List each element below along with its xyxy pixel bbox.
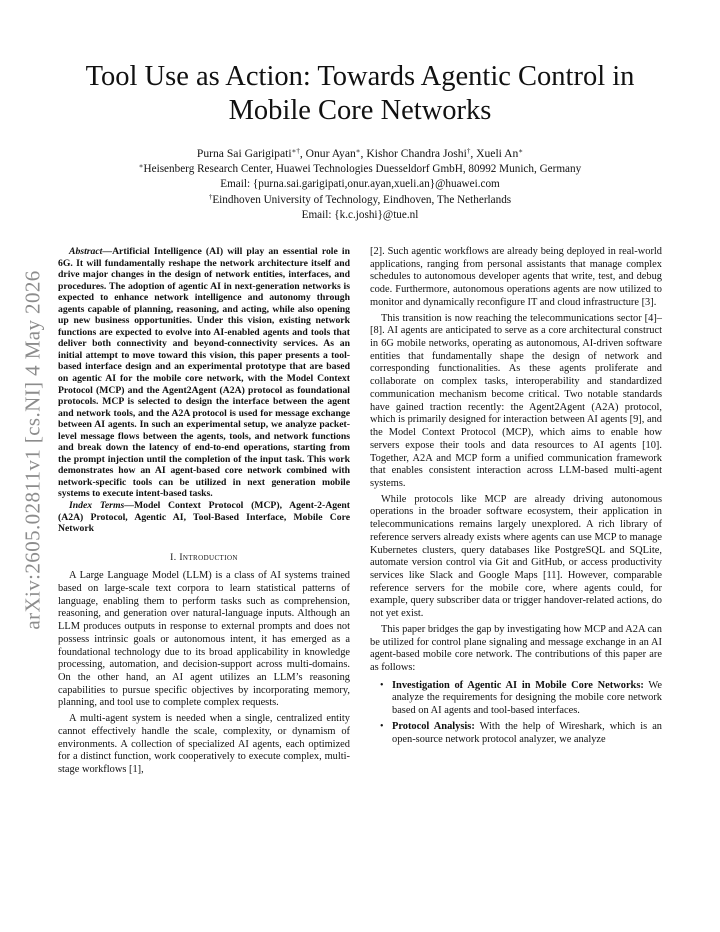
email-2: Email: {k.c.joshi}@tue.nl (301, 209, 419, 221)
affiliation-1: ∗Heisenberg Research Center, Huawei Technologies Duesseldorf GmbH, 80992 Munich, Germany (138, 161, 582, 175)
author-mark: ∗ (518, 147, 524, 155)
abstract (58, 246, 350, 500)
arxiv-stamp (22, 230, 44, 670)
right-column (370, 246, 662, 749)
arxiv-stamp-text: arXiv:2605.02811v1 [cs.NI] 4 May 2026 (20, 270, 45, 630)
index-terms-label: Index Terms (69, 500, 125, 512)
contribution-label: Protocol Analysis: (392, 720, 475, 732)
author-mark: ∗ (355, 147, 361, 155)
affiliation-2: †Eindhoven University of Technology, Eindhoven, The Netherlands (208, 192, 512, 206)
author-mark: † (466, 147, 471, 155)
abstract-text: —Artificial Intelligence (AI) will play an essential role in 6G. It will fundamentally reshape the network architecture itself and drive major changes in the design of network entities, interfaces, and procedures. The adoption of agentic AI in next-generation networks is expected to enhance network intelligence and autonomy through agents capable of planning, reasoning, and acting, while also opening up new business opportunities. Under this vision, existing network functions are expected to evolve into AI-enabled agents and tools that deliver both connectivity and beyond-connectivity services. As an initial attempt to move toward this vision, this paper presents a tool-based interface design and an experimental prototype that are based on agentic AI for the mobile core network, with the Model Context Protocol (MCP) and the Agent2Agent (A2A) protocol as foundational protocols. MCP is selected to design the interface between the agent and network tools, and the A2A protocol is used for message exchange between AI agents. In such an experimental setup, we analyze packet-level message flows between the agents, tools, and network functions and break down the latency of end-to-end operations, starting from the prompt injection until the completion of the input task. This work demonstrates how an AI agent-based core network combined with network-specific tools can be utilized in next generation mobile systems to execute intent-based tasks. (58, 246, 350, 500)
author-names: Purna Sai Garigipati∗†, Onur Ayan∗, Kishor Chandra Joshi†, Xueli An∗ (196, 147, 524, 160)
paper-title: Tool Use as Action: Towards Agentic Control in Mobile Core Networks (85, 61, 635, 126)
author-mark: ∗† (291, 147, 300, 155)
author-name: Xueli An (476, 147, 519, 160)
index-terms (58, 500, 350, 535)
author-name: Kishor Chandra Joshi (366, 147, 467, 160)
contributions-list (370, 680, 662, 747)
contribution-item (370, 680, 662, 718)
author-name: Purna Sai Garigipati (196, 147, 292, 160)
email-1: Email: {purna.sai.garigipati,onur.ayan,xueli.an}@huawei.com (220, 178, 500, 190)
paragraph: While protocols like MCP are already driving autonomous operations in the broader software ecosystem, their application in telecommunications remains largely unexplored. A rich library of reference servers already exists where agents can use MCP to manage Kubernetes clusters, query databases like PostgreSQL and SQLite, automate version control via Git and GitHub, or access productivity services like Slack and Google Maps [11]. However, comparable reference servers for the mobile core, where agents could, for example, query subscriber data or trigger handover-related actions, do not yet exist. (370, 493, 662, 620)
paragraph: [2]. Such agentic workflows are already being deployed in real-world applications, ranging from personal assistants that manage complex schedules to autonomous developer agents that write, test, and debug code. Furthermore, autonomous operations agents are now utilized to monitor and dynamically reconfigure IT and cloud infrastructure [3]. (370, 246, 662, 308)
left-column (58, 246, 350, 777)
contribution-item (370, 721, 662, 746)
paragraph: A multi-agent system is needed when a single, centralized entity cannot effectively handle the scale, complexity, or dynamism of environments. A collection of specialized AI agents, each optimized for a distinct function, work cooperatively to execute complex, multi-stage workflows [1], (58, 713, 350, 775)
section-heading: I. Introduction (170, 551, 238, 563)
paragraph: This paper bridges the gap by investigating how MCP and A2A can be utilized for control plane signaling and message exchange in an AI agent-based mobile core network. The contributions of this paper are as follows: (370, 623, 662, 673)
index-terms-text: —Model Context Protocol (MCP), Agent-2-Agent (A2A) Protocol, Agentic AI, Tool-Based Interface, Mobile Core Network (58, 500, 350, 535)
paragraph: A Large Language Model (LLM) is a class of AI systems trained based on large-scale text corpora to learn statistical patterns of language, enabling them to perform tasks such as comprehension, reasoning, and generation over natural-language inputs. Although an LLM produces outputs in response to external prompts and does not possess intrinsic goals or autonomous intent, it has emerged as a foundational technology due to its broad applicability in knowledge processing, automation, and decision-support across multi-domains. On the other hand, an AI agent utilizes an LLM’s reasoning capabilities to pursue specific objectives by incorporating memory, planning, and tool use to complete complex requests. (58, 570, 350, 709)
author-name: Onur Ayan (305, 147, 356, 160)
contribution-text: We analyze the requirements for designing the mobile core network based on AI agents and tool-based interfaces. (392, 679, 662, 717)
abstract-label: Abstract (69, 246, 103, 257)
contribution-text: With the help of Wireshark, which is an open-source network protocol analyzer, we analyze (392, 720, 662, 745)
bullet-icon: • (380, 720, 384, 732)
paragraph: This transition is now reaching the telecommunications sector [4]–[8]. AI agents are anticipated to serve as a core architectural construct in 6G mobile networks, operating as autonomous, AI-driven software entities that fundamentally shape the design of network and corresponding functionalities. As these agents proliferate and collaborate on complex tasks, interoperability and standardized communication mechanism become critical. Two notable standards have gained traction recently: the Agent2Agent (A2A) protocol, which is primarily designed for interaction between AI agents [9], and the Model Context Protocol (MCP), which aims to enable how servers expose their tools and data resources to AI agents [10]. Together, A2A and MCP form a unified communication framework that enables consistent interaction across LLM-based multi-agent systems. (370, 312, 662, 489)
bullet-icon: • (380, 679, 384, 691)
author-block (60, 146, 660, 224)
contribution-label: Investigation of Agentic AI in Mobile Core Networks: (392, 679, 644, 691)
